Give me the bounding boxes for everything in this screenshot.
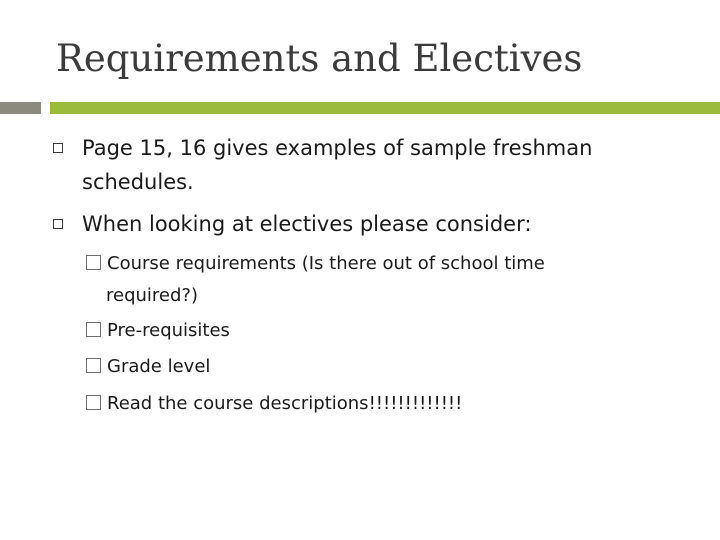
- square-bullet-icon: [53, 219, 63, 229]
- square-bullet-icon: [53, 143, 63, 153]
- sub-bullet-item: [86, 386, 646, 421]
- bullet-item: [82, 209, 682, 239]
- sub-bullet-text: Course requirements (Is there out of school time: [107, 253, 545, 274]
- checkbox-bullet-icon: [86, 255, 101, 270]
- sub-bullet-item: [86, 246, 646, 281]
- checkbox-bullet-icon: [86, 322, 101, 337]
- sub-bullet-item: [86, 349, 646, 384]
- title-rule-gray: [0, 102, 41, 114]
- title-rule-green: [50, 102, 720, 114]
- bullet-item: [82, 133, 682, 163]
- bullet-text: Page 15, 16 gives examples of sample freshman: [82, 136, 593, 160]
- sub-bullet-text: Grade level: [107, 356, 211, 377]
- sub-bullet-item: [86, 313, 646, 348]
- sub-bullet-text: required?): [106, 285, 198, 306]
- slide-title: Requirements and Electives: [56, 37, 583, 80]
- sub-bullet-text: Read the course descriptions!!!!!!!!!!!!!: [107, 393, 463, 414]
- sub-bullet-continuation: [106, 281, 198, 311]
- bullet-text: schedules.: [82, 170, 194, 194]
- bullet-text: When looking at electives please consider:: [82, 212, 532, 236]
- bullet-continuation: [82, 167, 682, 197]
- checkbox-bullet-icon: [86, 358, 101, 373]
- checkbox-bullet-icon: [86, 395, 101, 410]
- sub-bullet-text: Pre-requisites: [107, 320, 230, 341]
